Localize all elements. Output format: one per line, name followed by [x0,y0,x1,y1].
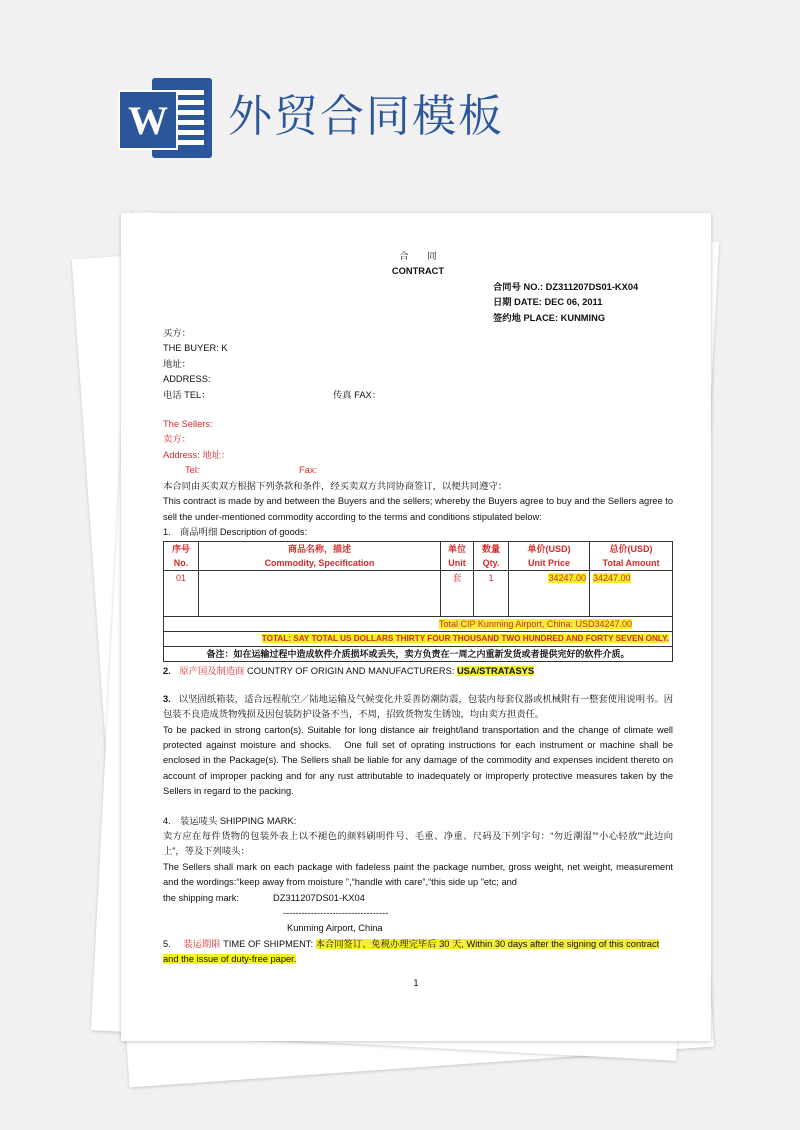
total-cip-row [164,617,673,632]
goods-table [163,541,673,662]
section-5-num: 5. [163,938,171,949]
page-title: 外贸合同模板 [228,91,504,142]
intro-cn: 本合同由买卖双方根据下列条款和条件，经买卖双方共同协商签订，以便共同遵守： [163,480,507,491]
shipping-mark-value: DZ311207DS01-KX04 [273,892,365,903]
contract-page [121,213,711,1041]
section-4-heading: 4. 装运唛头 SHIPPING MARK: [163,815,297,826]
section-3-cn: 3. 以坚固纸箱装，适合远程航空／陆地运输及气候变化并妥善防潮防震，包装内每套仪器或机械附有一整套使用说明书。因包装不良造成货物残损及因包装防护设备不当，不周，招致货物发生锈蚀，均由卖方担责任。 [163,693,673,720]
header-qty: 数量 Qty. [474,542,509,571]
intro-en: This contract is made by and between the Buyers and the sellers; whereby the Buyers agree to buy and the Sellers agree to sell the under-mentioned commodity according to the terms and conditions stipulated below: [163,496,673,522]
total-cip: Total CIP Kunming Airport, China: USD34247.00 [439,619,632,630]
word-logo-letter: W [118,90,178,150]
buyer-fax: 传真 FAX： [333,389,382,400]
contract-place: 签约地 PLACE: KUNMING [493,312,606,323]
section-4-cn: 卖方应在每件货物的包装外表上以不褪色的颜料刷明件号、毛重、净重、尺码及下列字句：“勿近潮湿”“小心轻放”“此边向上”，等及下列唛头： [163,830,673,857]
total-words-row [164,632,673,647]
row-commodity [199,571,441,617]
buyer-cn-label: 买方： [163,328,191,339]
header-commodity: 商品名称，描述 Commodity, Specification [199,542,441,571]
shipping-mark-label: the shipping mark: [163,892,239,903]
section-4-en: The Sellers shall mark on each package with fadeless paint the package number, gross weight, net weight, measurement and the wordings:“keep away from moisture ”,“handle with care”,“this side up ”etc; and [163,861,673,888]
header-total-amount: 总价(USD) Total Amount [590,542,673,571]
seller-address: Address: 地址： [163,449,231,460]
header-banner [0,0,800,200]
note-row [164,647,673,662]
buyer-en-label: THE BUYER: K [163,343,228,354]
contract-title-cn: 合 同 [399,251,437,261]
word-document-icon [118,76,214,160]
section-2-num: 2. [163,666,171,677]
section-2-value: USA/STRATASYS [456,666,535,677]
seller-contact [163,463,673,478]
section-2-en: COUNTRY OF ORIGIN AND MANUFACTURERS: [247,666,455,677]
section-5 [163,937,673,968]
table-note: 备注：如在运输过程中造成软件介质损坏或丢失，卖方负责在一周之内重新发货或者提供完好的软件介质。 [164,647,673,662]
row-amount: 34247.00 [593,573,631,584]
section-5-cn: 装运期限 [183,938,221,949]
seller-tel: Tel: [185,465,200,476]
sellers-cn-label: 卖方： [163,434,191,445]
section-5-en: TIME OF SHIPMENT: [223,938,314,949]
buyer-address-en: ADDRESS: [163,374,211,385]
buyer-contact [163,388,673,403]
contract-date: 日期 DATE: DEC 06, 2011 [493,297,603,308]
section-3-en: To be packed in strong carton(s). Suitable for long distance air freight/land transportation and the change of climate well protected against moisture and shocks. One full set of oprating instructions for each instrument or machine shall be enclosed in the Package(s). The Sellers shall be liable for any damage of the commodity and expenses incident thereto on account of improper packing and for any rust attributable to inadequately or improperly protective measures taken by the Sellers in regard to the packing. [163,724,673,797]
section-1-heading: 1. 商品明细 Description of goods: [163,526,308,537]
goods-table-header [164,542,673,571]
row-amount-cell [590,571,673,617]
contract-body [163,249,673,968]
table-row [164,571,673,617]
row-unit: 套 [441,571,474,617]
header-no: 序号 No. [164,542,199,571]
row-qty: 1 [474,571,509,617]
sellers-en-label: The Sellers: [163,419,213,430]
header-unit-price: 单价(USD) Unit Price [509,542,590,571]
shipping-destination: Kunming Airport, China [287,923,383,934]
shipping-mark-line [163,891,673,906]
contract-number: 合同号 NO.: DZ311207DS01-KX04 [493,281,639,292]
section-2-cn: 原产国及制造商 [179,666,245,677]
contract-title-en: CONTRACT [391,266,445,277]
total-words: TOTAL: SAY TOTAL US DOLLARS THIRTY FOUR THOUSAND TWO HUNDRED AND FORTY SEVEN ONLY. [261,634,669,644]
row-unit-price: 34247.00 [548,573,586,584]
header-unit: 单位 Unit [441,542,474,571]
row-unit-price-cell [509,571,590,617]
shipping-mark-dashes: ---------------------------------- [283,908,389,918]
page-number: 1 [413,979,419,989]
section-5-value: 本合同签订、免税办理完毕后 30 天, Within 30 days after the signing of this contract and the issue of duty-free paper. [163,938,660,965]
row-no: 01 [164,571,199,617]
section-2 [163,664,673,679]
seller-fax: Fax: [299,465,318,476]
buyer-tel: 电话 TEL： [163,389,211,400]
buyer-address-cn: 地址： [163,358,191,369]
